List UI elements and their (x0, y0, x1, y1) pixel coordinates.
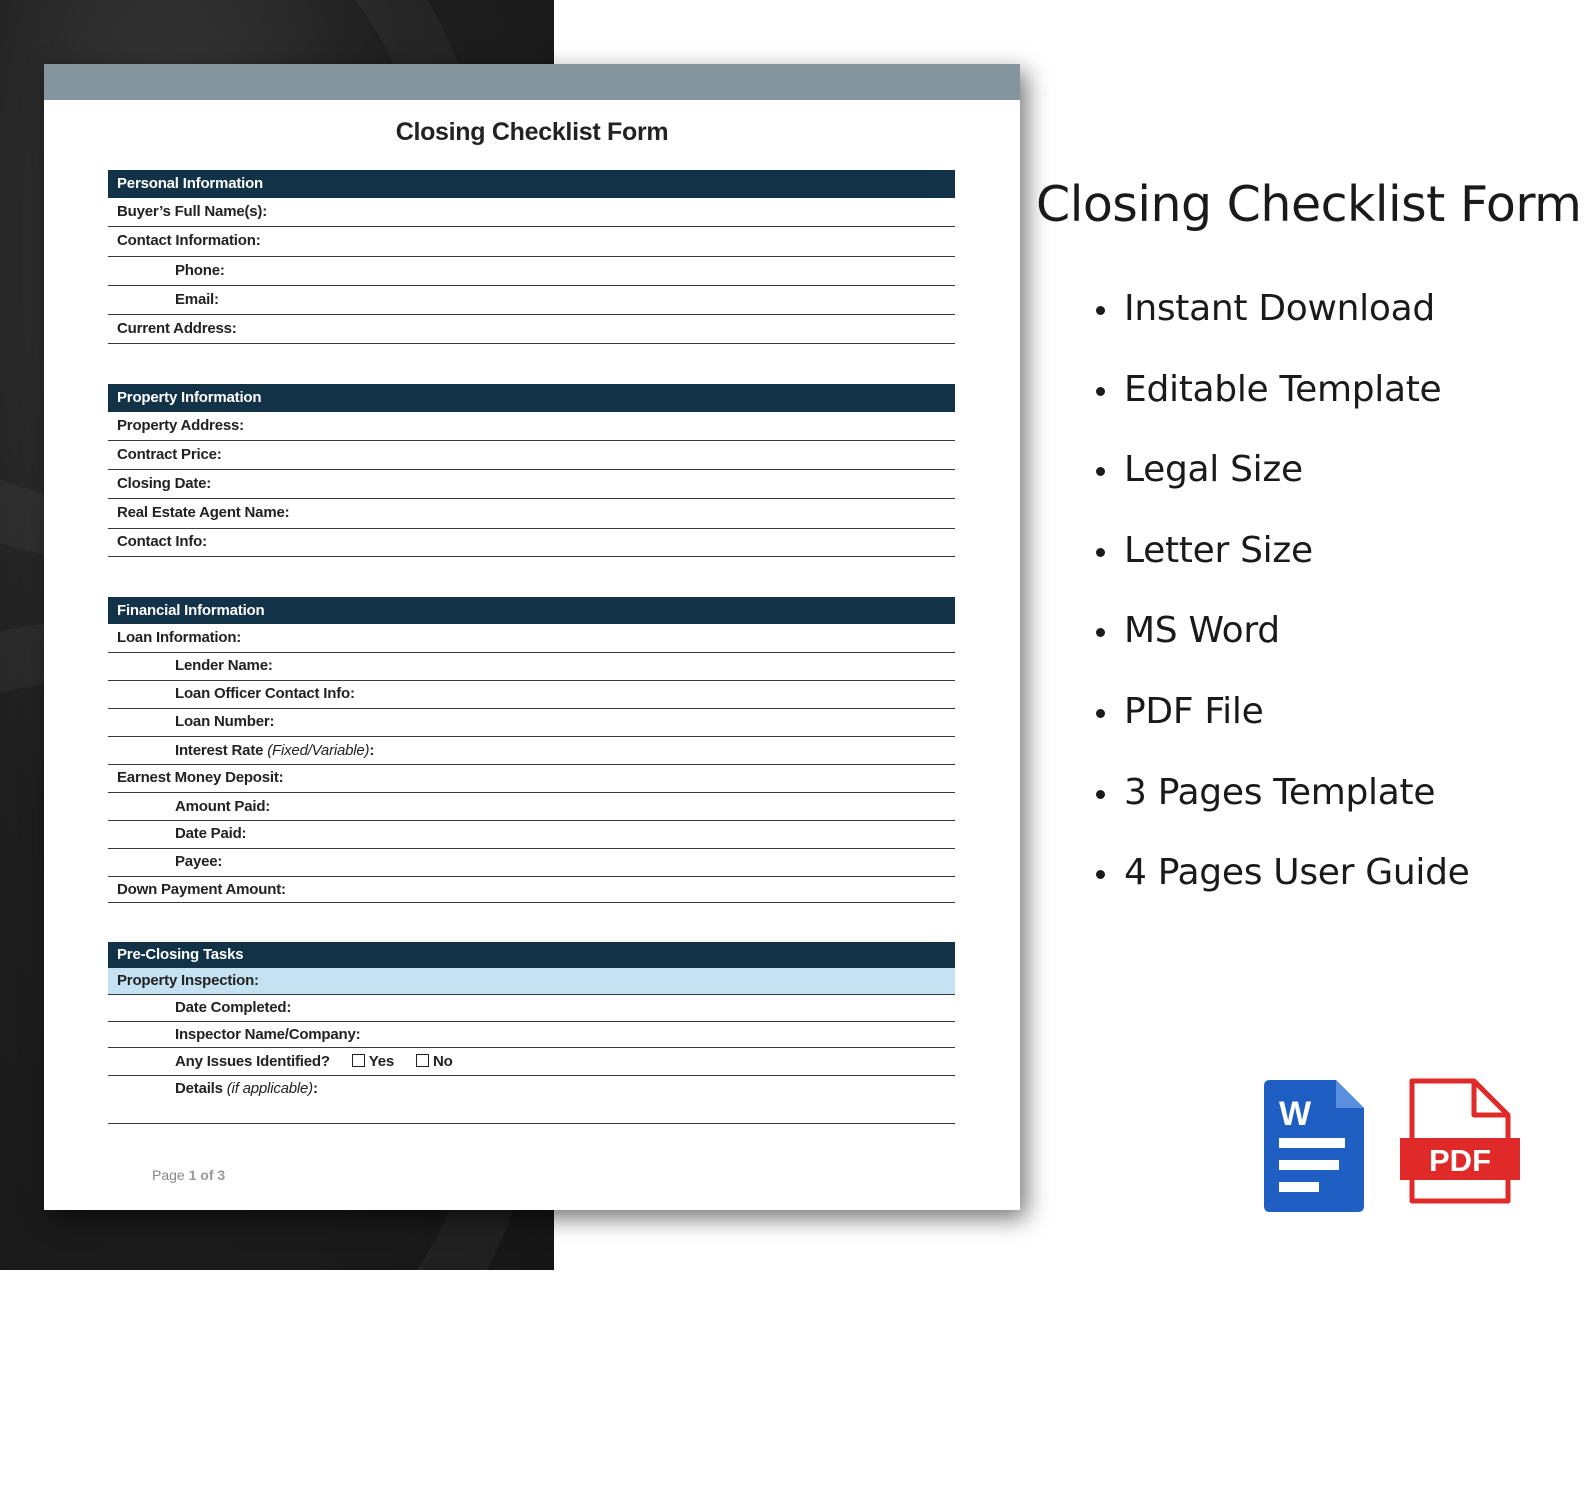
feature-list (1096, 282, 1470, 927)
form-row (108, 1076, 955, 1124)
section-personal-information (108, 170, 955, 344)
field-label: Amount Paid: (175, 798, 271, 815)
field-label: Property Inspection: (117, 972, 259, 989)
page-of: of (200, 1167, 214, 1183)
field-label: Contact Information: (117, 232, 261, 249)
checkbox-yes[interactable] (352, 1054, 365, 1067)
field-label: Details (175, 1080, 223, 1097)
form-row (108, 995, 955, 1022)
form-row (108, 765, 955, 793)
form-row (108, 1048, 955, 1076)
form-row (108, 1022, 955, 1048)
page-total: 3 (217, 1167, 226, 1183)
field-label: Inspector Name/Company: (175, 1026, 361, 1043)
form-row (108, 286, 955, 315)
section-header: Financial Information (108, 597, 955, 624)
form-row (108, 793, 955, 821)
field-label: Contract Price: (117, 446, 222, 463)
form-row (108, 499, 955, 529)
page-number (152, 1167, 225, 1183)
field-label: Closing Date: (117, 475, 212, 492)
field-label: Lender Name: (175, 657, 273, 674)
word-icon-letter: W (1279, 1095, 1312, 1133)
field-label: Property Address: (117, 417, 244, 434)
form-row (108, 737, 955, 765)
field-hint: (Fixed/Variable) (267, 742, 370, 759)
ms-word-icon (1264, 1080, 1366, 1212)
form-row (108, 624, 955, 653)
checkbox-no[interactable] (416, 1054, 429, 1067)
field-label: Date Completed: (175, 999, 292, 1016)
form-row-subheader (108, 968, 955, 995)
word-icon-fold (1336, 1080, 1364, 1108)
form-row (108, 412, 955, 441)
feature-item: Editable Template (1096, 363, 1470, 444)
form-row (108, 470, 955, 499)
form-row (108, 257, 955, 286)
field-label: Buyer’s Full Name(s): (117, 203, 268, 220)
feature-item: 3 Pages Template (1096, 766, 1470, 847)
section-header: Pre-Closing Tasks (108, 942, 955, 968)
feature-item: Legal Size (1096, 443, 1470, 524)
field-label: Contact Info: (117, 533, 207, 550)
page-label: Page (152, 1167, 185, 1183)
word-icon-line (1279, 1138, 1345, 1148)
form-row (108, 653, 955, 681)
form-row (108, 709, 955, 737)
section-header: Personal Information (108, 170, 955, 198)
field-label: Interest Rate (175, 742, 264, 759)
form-row (108, 441, 955, 470)
field-label: Real Estate Agent Name: (117, 504, 290, 521)
checkbox-label-no: No (433, 1053, 453, 1070)
field-label: Loan Number: (175, 713, 275, 730)
word-icon-line (1279, 1160, 1339, 1170)
field-colon: : (369, 742, 375, 759)
field-hint: (if applicable) (226, 1080, 313, 1097)
checkbox-label-yes: Yes (368, 1053, 395, 1070)
form-row (108, 529, 955, 557)
field-label: Loan Officer Contact Info: (175, 685, 355, 702)
field-label: Current Address: (117, 320, 237, 337)
form-row (108, 315, 955, 344)
section-property-information (108, 384, 955, 557)
page-current: 1 (188, 1167, 197, 1183)
feature-item: PDF File (1096, 685, 1470, 766)
product-title: Closing Checklist Form (1036, 176, 1582, 233)
feature-item: MS Word (1096, 604, 1470, 685)
pdf-file-icon (1400, 1078, 1526, 1206)
field-label: Email: (175, 291, 219, 308)
form-document-preview (44, 64, 1020, 1210)
field-colon: : (312, 1080, 318, 1097)
form-row (108, 821, 955, 849)
feature-item: Instant Download (1096, 282, 1470, 363)
section-header: Property Information (108, 384, 955, 412)
feature-item: Letter Size (1096, 524, 1470, 605)
form-row (108, 681, 955, 709)
section-pre-closing-tasks (108, 942, 955, 1124)
field-label: Loan Information: (117, 629, 242, 646)
field-label: Payee: (175, 853, 223, 870)
feature-item: 4 Pages User Guide (1096, 846, 1470, 927)
form-row (108, 227, 955, 257)
pdf-icon-label: PDF (1429, 1143, 1491, 1178)
field-label: Earnest Money Deposit: (117, 769, 284, 786)
form-row (108, 849, 955, 877)
field-label: Phone: (175, 262, 225, 279)
document-top-bar (44, 64, 1020, 100)
section-financial-information (108, 597, 955, 903)
word-icon-line (1279, 1182, 1319, 1192)
field-label: Any Issues Identified? (175, 1053, 330, 1070)
field-label: Down Payment Amount: (117, 881, 286, 898)
document-title: Closing Checklist Form (395, 118, 669, 146)
form-row (108, 198, 955, 227)
form-row (108, 877, 955, 903)
field-label: Date Paid: (175, 825, 247, 842)
